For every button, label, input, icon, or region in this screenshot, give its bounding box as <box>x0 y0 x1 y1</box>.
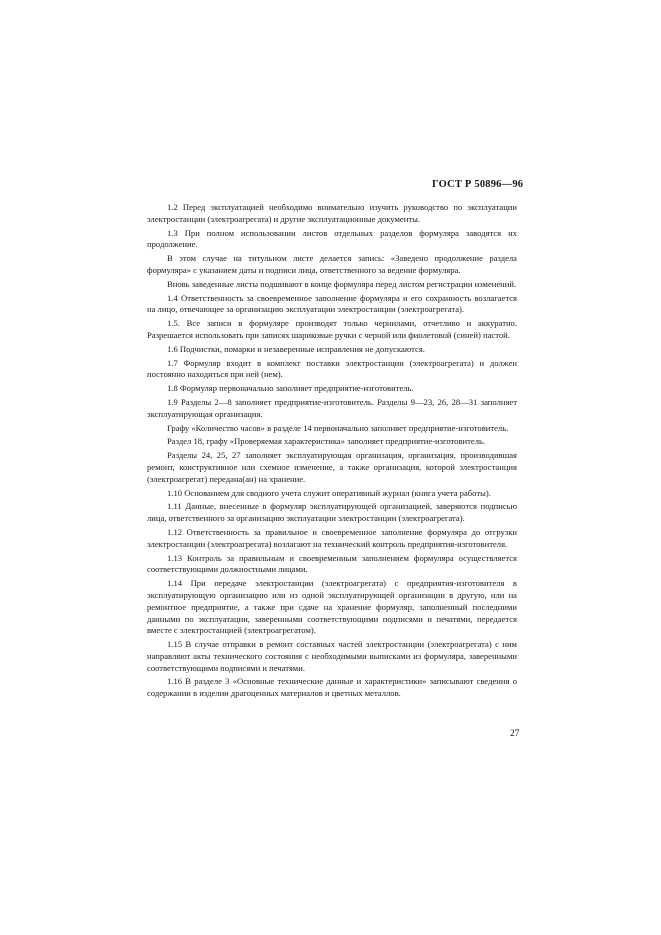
document-code: ГОСТ Р 50896—96 <box>432 179 524 190</box>
document-body <box>147 202 517 702</box>
paragraph: 1.8 Формуляр первоначально заполняет предприятие-изготовитель. <box>167 383 414 394</box>
paragraph: Разделы 24, 25, 27 заполняет эксплуатирующая организация, организация, производившая ремонт, конструктивное или схемное изменение, а также организация, которой электростанция (электроагрегат) передана(ан) на хранение. <box>147 450 517 484</box>
paragraph: 1.11 Данные, внесенные в формуляр эксплуатирующей организацией, заверяются подписью лица, ответственного за организацию эксплуатации электростанции (электроагрегата). <box>147 501 517 524</box>
paragraph: Вновь заведенные листы подшивают в конце формуляра перед листом регистрации изменений. <box>167 278 517 289</box>
paragraph: 1.5. Все записи в формуляре производят только чернилами, отчетливо и аккуратно. Разрешается использовать при записях шариковые ручки с черной или фиолетовой (синей) пастой. <box>147 318 517 340</box>
paragraph: Раздел 18, графу «Проверяемая характеристика» заполняет предприятие-изготовитель. <box>167 436 486 447</box>
paragraph: 1.9 Разделы 2—8 заполняет предприятие-изготовитель. Разделы 9—23, 26, 28—31 заполняет эксплуатирующая организация. <box>147 396 517 419</box>
paragraph: 1.15 В случае отправки в ремонт составных частей электростанции (электроагрегата) с ним направляют акты технического состояния с необходимыми выписками из формуляра, заверенными соответствующими подписями и печатями. <box>147 639 517 673</box>
paragraph: В этом случае на титульном листе делается запись: «Заведено продолжение раздела формуляра» с указанием даты и подписи лица, ответственного за ведение формуляра. <box>147 253 517 275</box>
paragraph: 1.10 Основанием для сводного учета служит оперативный журнал (книга учета работы). <box>167 487 491 498</box>
paragraph: 1.16 В разделе 3 «Основные технические данные и характеристики» записывают сведения о содержании в изделии драгоценных материалов и цветных металлов. <box>147 676 517 699</box>
paragraph: 1.14 При передаче электростанции (электроагрегата) с предприятия-изготовителя в эксплуатирующую организацию или из одной эксплуатирующей организации в другую, или на ремонтное предприятие, а также при сдаче на хранение формуляр, заполненный последними данными по эксплуатации, заверенными соответствующими подписями и печатями, передается вместе с электростанцией (электроагрегатом). <box>147 578 517 636</box>
paragraph: 1.12 Ответственность за правильное и своевременное заполнение формуляра до отгрузки электростанции (электроагрегата) возлагают на технический контроль предприятия-изготовителя. <box>147 526 517 549</box>
paragraph: Графу «Количество часов» в разделе 14 первоначально заполняет предприятие-изготовитель. <box>167 422 509 433</box>
paragraph: 1.13 Контроль за правильным и своевременным заполнением формуляра осуществляется соответствующими должностными лицами. <box>147 552 517 575</box>
paragraph: 1.6 Подчистки, помарки и незаверенные исправления не допускаются. <box>167 343 425 354</box>
paragraph: 1.4 Ответственность за своевременное заполнение формуляра и его сохранность возлагается на лицо, отвечающее за организацию эксплуатации электростанции (электроагрегата). <box>147 292 517 315</box>
paragraph: 1.2 Перед эксплуатацией необходимо внимательно изучить руководство по эксплуатации электростанции (электроагрегата) и другие эксплуатационные документы. <box>147 202 517 224</box>
page-number: 27 <box>510 729 520 739</box>
paragraph: 1.7 Формуляр входит в комплект поставки электростанции (электроагрегата) и должен постоянно находиться при ней (нем). <box>147 357 517 380</box>
paragraph: 1.3 При полном использовании листов отдельных разделов формуляра заводятся их продолжение. <box>147 227 517 250</box>
